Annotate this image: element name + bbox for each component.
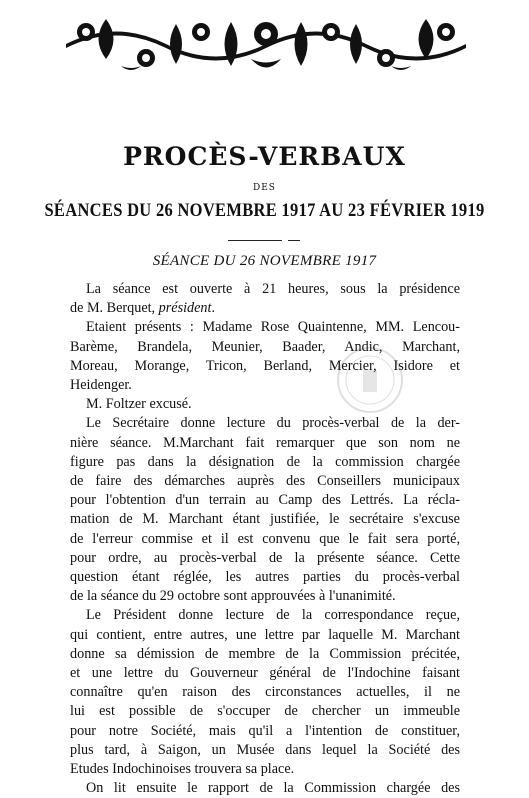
title-connector: DES bbox=[253, 183, 276, 193]
text-line: question étant réglée, les autres parties du procès-verbal bbox=[70, 569, 460, 586]
text-line: donne sa démission de membre de la Commission précitée, bbox=[70, 645, 460, 662]
divider-rule-short bbox=[288, 240, 300, 241]
text-line: de l'erreur commise et il est convenu que le fait sera porté, bbox=[70, 530, 460, 547]
text-line: Moreau, Morange, Tricon, Berland, Mercier, Isidore et bbox=[70, 357, 460, 374]
divider-rule bbox=[228, 240, 282, 241]
text-line: de la séance du 29 octobre sont approuvées à l'unanimité. bbox=[70, 588, 396, 605]
text-line: Le Secrétaire donne lecture du procès-verbal de la der- bbox=[86, 415, 460, 432]
document-subtitle: SÉANCES DU 26 NOVEMBRE 1917 AU 23 FÉVRIER 1919 bbox=[44, 198, 485, 221]
text-line: de faire des démarches auprès des Conseillers municipaux bbox=[70, 473, 460, 490]
text-line: nière séance. M.Marchant fait remarquer que son nom ne bbox=[70, 434, 460, 451]
text-line: Etudes Indochinoises trouvera sa place. bbox=[70, 761, 295, 778]
text-line: Barème, Brandela, Meunier, Baader, Andic, Marchant, bbox=[70, 338, 460, 355]
text-line: mation de M. Marchant étant justifiée, le secrétaire s'excuse bbox=[70, 511, 460, 528]
text-line: pour l'obtention d'un terrain au Camp des Lettrés. La récla- bbox=[70, 492, 460, 509]
text-line: La séance est ouverte à 21 heures, sous la présidence bbox=[86, 281, 460, 297]
text-line: plus tard, à Saigon, un Musée dans lequel la Société des bbox=[70, 741, 460, 758]
text-line: qui contient, entre autres, une lettre par laquelle M. Marchant bbox=[70, 626, 460, 643]
text-line: et une lettre du Gouverneur général de l'Indochine faisant bbox=[70, 665, 460, 682]
section-heading: SÉANCE DU 26 NOVEMBRE 1917 bbox=[152, 253, 377, 269]
text-line: Le Président donne lecture de la correspondance reçue, bbox=[86, 607, 460, 624]
text-line: figure pas dans la désignation de la commission chargée bbox=[70, 453, 460, 470]
text-line: lui est possible de s'occuper de chercher un immeuble bbox=[70, 703, 460, 720]
text-line: connaître qu'en raison des circonstances actuelles, il ne bbox=[70, 684, 460, 701]
document-body bbox=[70, 280, 460, 798]
text-line: On lit ensuite le rapport de la Commission chargée des bbox=[86, 780, 460, 797]
text-line: Etaient présents : Madame Rose Quaintenne, MM. Lencou- bbox=[86, 319, 460, 336]
document-title: PROCÈS-VERBAUX bbox=[123, 142, 406, 171]
text-line: pour ordre, au procès-verbal de la présente séance. Cette bbox=[70, 549, 460, 566]
text-line: M. Foltzer excusé. bbox=[86, 396, 192, 413]
text-line: de M. Berquet, président. bbox=[70, 300, 216, 317]
text-line: pour notre Société, mais qu'il a l'intention de constituer, bbox=[70, 722, 460, 739]
floral-ornament-header bbox=[66, 14, 466, 76]
text-line: Heidenger. bbox=[70, 377, 132, 394]
